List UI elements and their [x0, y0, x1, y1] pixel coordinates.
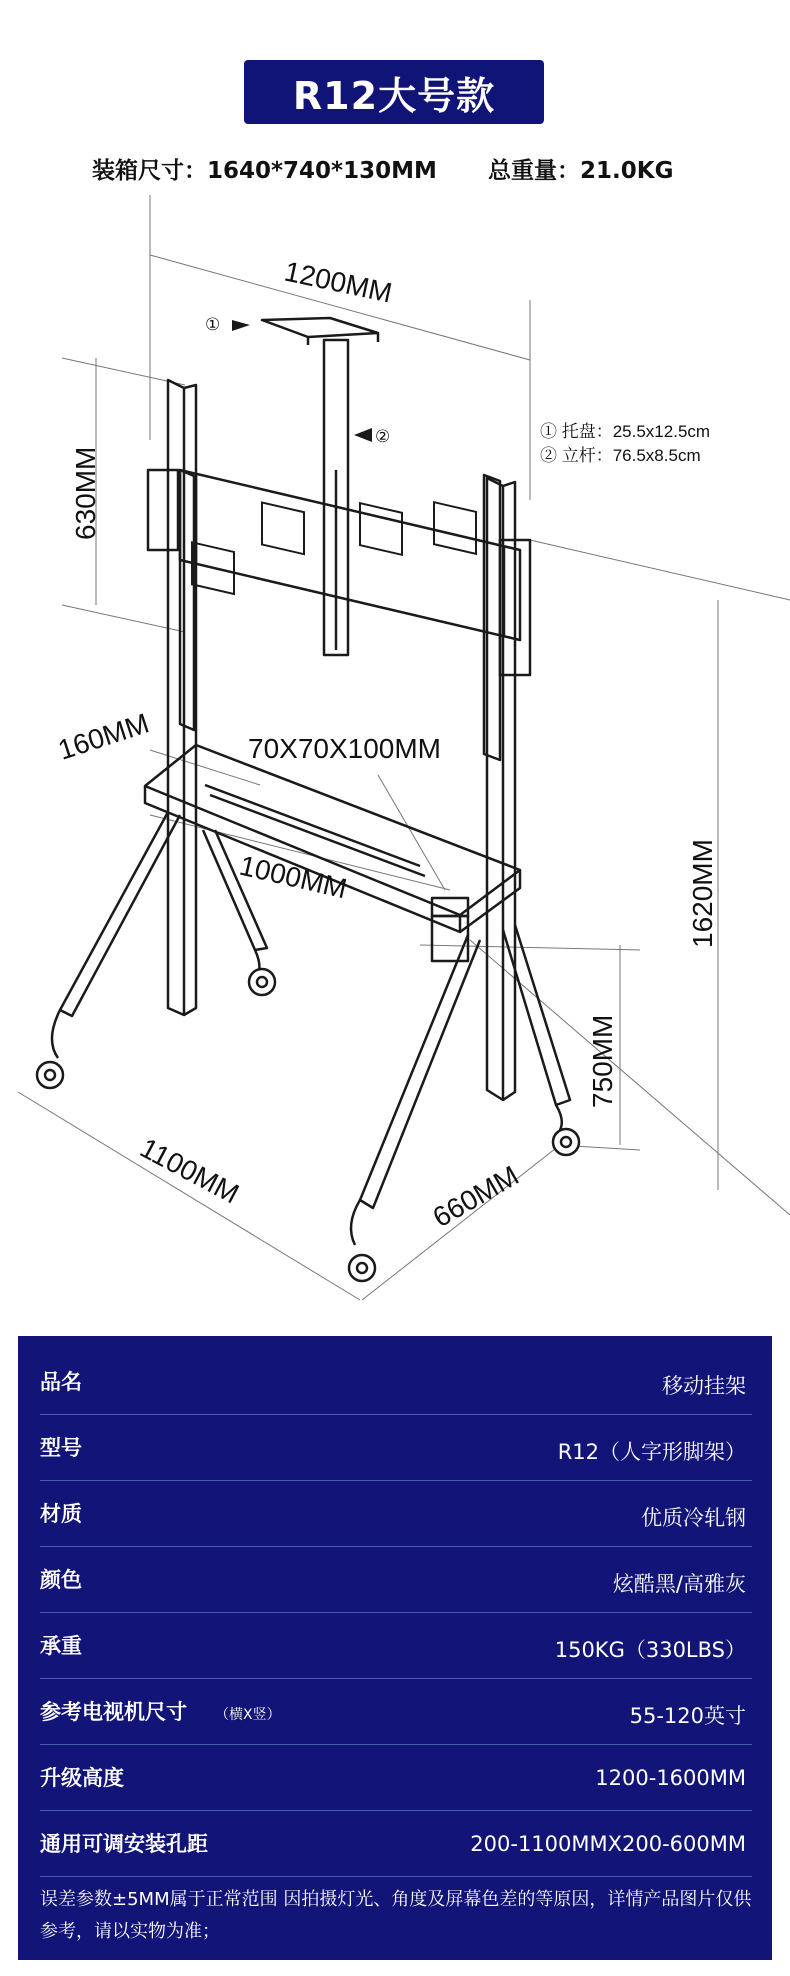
spec-row [40, 1678, 752, 1745]
total-weight: 总重量：21.0KG [488, 158, 674, 184]
dim-shelf-width: 1000MM [236, 849, 350, 905]
spec-row [40, 1414, 752, 1481]
dim-total-height: 1620MM [687, 839, 718, 948]
spec-row [40, 1546, 752, 1613]
spec-value: 炫酷黑/高雅灰 [612, 1572, 746, 1596]
dim-mount-height: 630MM [70, 446, 101, 540]
spec-value: 优质冷轧钢 [641, 1506, 746, 1530]
disclaimer: 误差参数±5MM属于正常范围 因拍摄灯光、角度及屏幕色差的等原因，详情产品图片仅供参考，请以实物为准； [40, 1889, 752, 1942]
spec-row [40, 1612, 752, 1679]
spec-key: 通用可调安装孔距 [40, 1832, 208, 1856]
spec-row [40, 1810, 752, 1877]
dim-base-depth: 660MM [427, 1159, 524, 1234]
spec-value: 55-120英寸 [629, 1704, 746, 1728]
spec-value: 1200-1600MM [595, 1766, 746, 1790]
spec-key: 参考电视机尺寸 （横X竖） [40, 1700, 281, 1724]
marker-2: ② [375, 427, 391, 446]
dim-shelf-height: 750MM [587, 1014, 618, 1108]
spec-key: 承重 [40, 1634, 82, 1658]
part-note-2: ② 立杆：76.5x8.5cm [540, 446, 701, 465]
spec-key-note: （横X竖） [215, 1707, 281, 1723]
marker-1: ① [205, 315, 221, 334]
carton-size: 装箱尺寸：1640*740*130MM [92, 158, 437, 184]
spec-key: 型号 [40, 1436, 82, 1460]
part-markers [232, 320, 372, 442]
title-banner: R12大号款 [244, 60, 544, 124]
dim-base-width: 1100MM [135, 1131, 245, 1210]
dim-width-top: 1200MM [281, 255, 395, 309]
spec-value: 200-1100MMX200-600MM [470, 1832, 746, 1856]
spec-panel [18, 1336, 772, 1960]
spec-key: 颜色 [40, 1568, 82, 1592]
spec-key: 材质 [40, 1502, 82, 1526]
spec-value: R12（人字形脚架） [557, 1440, 746, 1464]
spec-row [40, 1480, 752, 1547]
spec-key: 品名 [40, 1370, 82, 1394]
spec-row [40, 1744, 752, 1811]
spec-row [40, 1348, 752, 1415]
stand-diagram [0, 180, 790, 1310]
casters [37, 969, 579, 1281]
mount-slots [192, 502, 476, 594]
dim-shelf-depth: 160MM [54, 707, 153, 766]
stand-structure [52, 318, 570, 1245]
part-note-1: ① 托盘：25.5x12.5cm [540, 422, 711, 441]
spec-key: 升级高度 [40, 1766, 124, 1790]
spec-value: 移动挂架 [662, 1374, 746, 1398]
spec-value: 150KG（330LBS） [554, 1638, 746, 1662]
dim-box: 70X70X100MM [248, 733, 442, 764]
